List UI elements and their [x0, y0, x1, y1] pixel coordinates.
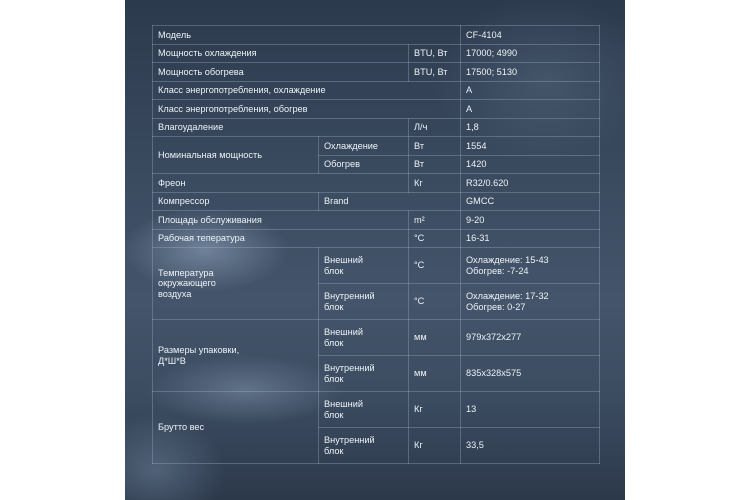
area-unit: m²	[409, 211, 461, 230]
table-row	[153, 100, 600, 119]
table-row	[153, 44, 600, 63]
table-row	[153, 174, 600, 193]
ambient-unit-indoor: °C	[409, 284, 461, 320]
gross-value-outdoor: 13	[461, 392, 600, 428]
gross-unit-outdoor: Кг	[409, 392, 461, 428]
compressor-sub: Brand	[319, 192, 461, 211]
cool-power-value: 17000; 4990	[461, 44, 600, 63]
nominal-sub-cool: Охлаждение	[319, 137, 409, 156]
gross-sub-outdoor: Внешний блок	[319, 392, 409, 428]
model-value: CF-4104	[461, 26, 600, 45]
pack-unit-outdoor: мм	[409, 320, 461, 356]
pack-value-indoor: 835x328x575	[461, 356, 600, 392]
heat-power-value: 17500; 5130	[461, 63, 600, 82]
dehumid-unit: Л/ч	[409, 118, 461, 137]
energy-cool-label: Класс энергопотребления, охлаждение	[153, 81, 461, 100]
cool-power-label: Мощность охлаждения	[153, 44, 409, 63]
pack-sub-outdoor: Внешний блок	[319, 320, 409, 356]
table-row	[153, 118, 600, 137]
dehumid-value: 1,8	[461, 118, 600, 137]
spec-panel	[125, 0, 625, 500]
table-row	[153, 137, 600, 156]
gross-unit-indoor: Кг	[409, 428, 461, 464]
table-row	[153, 248, 600, 284]
compressor-label: Компрессор	[153, 192, 319, 211]
table-row	[153, 192, 600, 211]
ambient-sub-outdoor: Внешний блок	[319, 248, 409, 284]
nominal-sub-heat: Обогрев	[319, 155, 409, 174]
table-row	[153, 26, 600, 45]
nominal-value-cool: 1554	[461, 137, 600, 156]
work-temp-label: Рабочая тепература	[153, 229, 409, 248]
table-row	[153, 320, 600, 356]
gross-label: Брутто вес	[153, 392, 319, 464]
freon-value: R32/0.620	[461, 174, 600, 193]
pack-value-outdoor: 979x372x277	[461, 320, 600, 356]
energy-cool-value: A	[461, 81, 600, 100]
ambient-label: Температура окружающего воздуха	[153, 248, 319, 320]
energy-heat-label: Класс энергопотребления, обогрев	[153, 100, 461, 119]
area-label: Площадь обслуживания	[153, 211, 409, 230]
ambient-value-outdoor: Охлаждение: 15-43 Обогрев: -7-24	[461, 248, 600, 284]
heat-power-unit: BTU, Вт	[409, 63, 461, 82]
pack-label: Размеры упаковки, Д*Ш*В	[153, 320, 319, 392]
table-row	[153, 211, 600, 230]
table-row	[153, 229, 600, 248]
dehumid-label: Влагоудаление	[153, 118, 409, 137]
table-row	[153, 63, 600, 82]
work-temp-value: 16-31	[461, 229, 600, 248]
area-value: 9-20	[461, 211, 600, 230]
pack-unit-indoor: мм	[409, 356, 461, 392]
freon-label: Фреон	[153, 174, 409, 193]
work-temp-unit: °C	[409, 229, 461, 248]
table-row	[153, 392, 600, 428]
cool-power-unit: BTU, Вт	[409, 44, 461, 63]
ambient-value-indoor: Охлаждение: 17-32 Обогрев: 0-27	[461, 284, 600, 320]
compressor-value: GMCC	[461, 192, 600, 211]
nominal-value-heat: 1420	[461, 155, 600, 174]
freon-unit: Кг	[409, 174, 461, 193]
nominal-unit-heat: Вт	[409, 155, 461, 174]
table-row	[153, 81, 600, 100]
gross-sub-indoor: Внутренний блок	[319, 428, 409, 464]
ambient-unit-outdoor: °C	[409, 248, 461, 284]
spec-table	[152, 25, 600, 464]
energy-heat-value: A	[461, 100, 600, 119]
gross-value-indoor: 33,5	[461, 428, 600, 464]
nominal-unit-cool: Вт	[409, 137, 461, 156]
nominal-label: Номинальная мощность	[153, 137, 319, 174]
heat-power-label: Мощность обогрева	[153, 63, 409, 82]
ambient-sub-indoor: Внутренний блок	[319, 284, 409, 320]
model-label: Модель	[153, 26, 461, 45]
pack-sub-indoor: Внутренний блок	[319, 356, 409, 392]
